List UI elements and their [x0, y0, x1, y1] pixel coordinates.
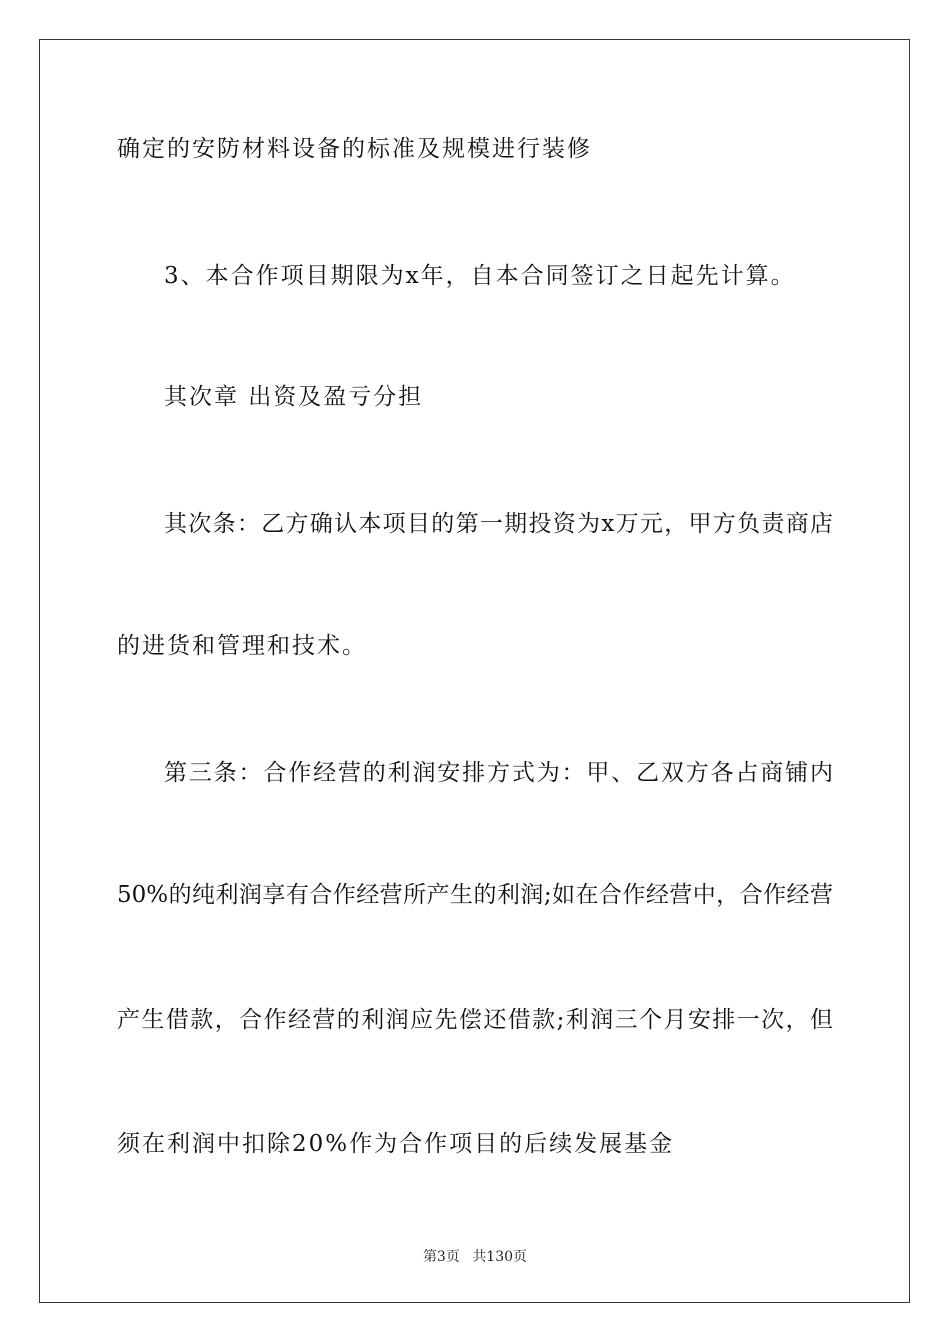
paragraph-line: 50%的纯利润享有合作经营所产生的利润;如在合作经营中，合作经营 — [117, 882, 833, 908]
paragraph-line: 其次条：乙方确认本项目的第一期投资为x万元，甲方负责商店 — [164, 511, 833, 537]
paragraph-line: 的进货和管理和技术。 — [117, 633, 367, 659]
paragraph-line: 第三条：合作经营的利润安排方式为：甲、乙双方各占商铺内 — [164, 760, 833, 786]
total-pages: 共130页 — [472, 1249, 528, 1265]
paragraph-line: 3、本合作项目期限为x年，自本合同签订之日起先计算。 — [164, 263, 796, 289]
chapter-heading: 其次章 出资及盈亏分担 — [164, 384, 424, 410]
paragraph-line: 须在利润中扣除20%作为合作项目的后续发展基金 — [117, 1131, 675, 1157]
paragraph-line: 确定的安防材料设备的标准及规模进行装修 — [117, 136, 592, 162]
page-border — [39, 39, 910, 1303]
page-number: 第3页 — [422, 1249, 460, 1265]
paragraph-line: 产生借款，合作经营的利润应先偿还借款;利润三个月安排一次，但 — [117, 1007, 833, 1033]
page-footer — [0, 1248, 950, 1266]
